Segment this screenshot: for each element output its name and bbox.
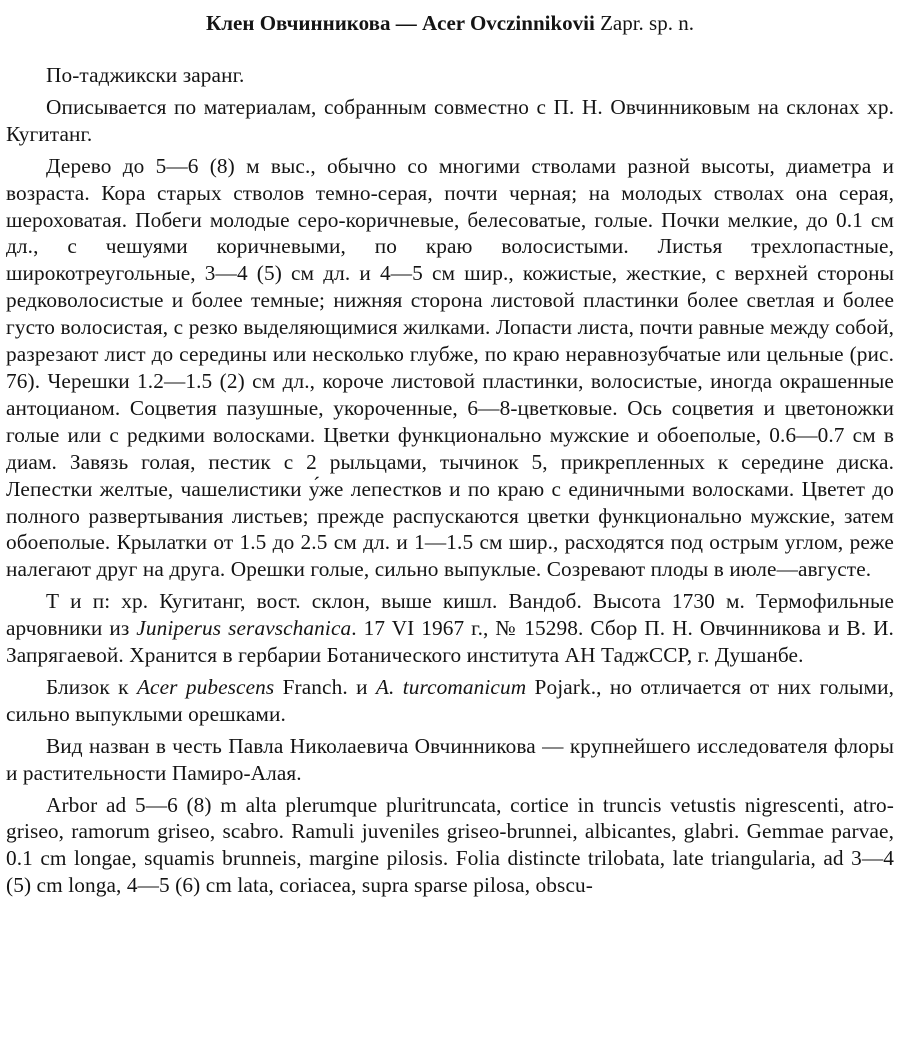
paragraph-type-specimen: [6, 588, 894, 669]
paragraph-material-source: Описывается по материалам, собранным совместно с П. Н. Овчинниковым на склонах хр. Кугитанг.: [6, 94, 894, 146]
title-russian-name: Клен Овчинникова: [206, 11, 391, 35]
title-dash: —: [390, 11, 422, 35]
paragraph-affinity: [6, 674, 894, 728]
paragraph-latin-diagnosis: Arbor ad 5—6 (8) m alta plerumque pluritruncata, cortice in truncis vetustis nigrescenti, atro-griseo, ramorum griseo, scabro. Ramuli juveniles griseo-brunnei, albicantes, glabri. Gemmae parvae, 0.1 cm longae, squamis brunneis, margine pilosis. Folia distincte trilobata, late triangularia, ad 3—4 (5) cm longa, 4—5 (6) cm lata, coriacea, supra sparse pilosa, obscu-: [6, 792, 894, 898]
affinity-species-italic-2: A. turcomanicum: [375, 674, 527, 699]
affinity-species-italic-1: Acer pubescens: [136, 674, 275, 699]
affinity-text-c: Pojark., но отличается от них голыми, сильно выпуклыми орешками.: [6, 674, 894, 726]
affinity-text-b: Franch. и: [274, 674, 376, 699]
paragraph-description: Дерево до 5—6 (8) м выс., обычно со многими стволами разной высоты, диаметра и возраста. Кора старых стволов темно-серая, почти черная; на молодых стволах она серая, шероховатая. Побеги молодые серо-коричневые, белесоватые, голые. Почки мелкие, до 0.1 см дл., с чешуями коричневыми, по краю волосистыми. Листья трехлопастные, широкотреугольные, 3—4 (5) см дл. и 4—5 см шир., кожистые, жесткие, с верхней стороны редковолосистые и более темные; нижняя сторона листовой пластинки более светлая и более густо волосистая, с резко выделяющимися жилками. Лопасти листа, почти равные между собой, разрезают лист до середины или несколько глубже, по краю неравнозубчатые или цельные (рис. 76). Черешки 1.2—1.5 (2) см дл., короче листовой пластинки, волосистые, иногда окрашенные антоцианом. Соцветия пазушные, укороченные, 6—8-цветковые. Ось соцветия и цветоножки голые или с редкими волосками. Цветки функционально мужские и обоеполые, 0.6—0.7 см в диам. Завязь голая, пестик с 2 рыльцами, тычинок 5, прикрепленных к середине диска. Лепестки желтые, чашелистики у́же лепестков и по краю с единичными волосками. Цветет до полного развертывания листьев; прежде распускаются цветки функционально мужские, затем обоеполые. Крылатки от 1.5 до 2.5 см дл. и 1—1.5 см шир., расходятся под острым углом, реже налегают друг на друга. Орешки голые, сильно выпуклые. Созревают плоды в июле—августе.: [6, 153, 894, 582]
title-author: Zapr. sp. n.: [594, 11, 694, 35]
paragraph-dedication: Вид назван в честь Павла Николаевича Овчинникова — крупнейшего исследователя флоры и растительности Памиро-Алая.: [6, 733, 894, 785]
paragraph-tajik-name: По-таджикски заранг.: [46, 63, 245, 87]
title-latin-name: Acer Ovczinnikovii: [421, 11, 595, 35]
species-title: [6, 10, 894, 36]
type-text-a: Т и п: хр. Кугитанг, вост. склон, выше кишл. Вандоб. Высота 1730 м. Термофильные арчовники из: [6, 589, 894, 641]
type-text-b: . 17 VI 1967 г., № 15298. Сбор П. Н. Овчинникова и В. И. Запрягаевой. Хранится в гербарии Ботанического института АН ТаджССР, г. Душанбе.: [6, 616, 894, 668]
affinity-text-a: Близок к: [46, 674, 137, 699]
type-species-italic: Juniperus seravschanica: [136, 616, 352, 641]
